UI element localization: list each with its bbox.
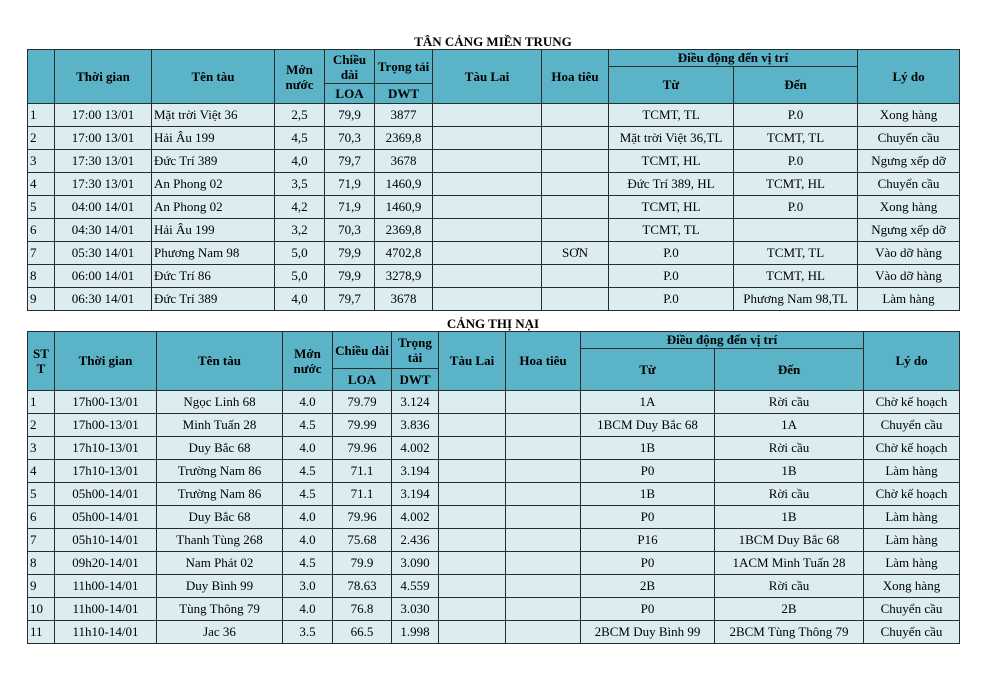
tug-cell — [439, 598, 506, 621]
to-cell: 1B — [715, 460, 864, 483]
time-cell: 05h10-14/01 — [55, 529, 157, 552]
draft-cell: 5,0 — [275, 242, 325, 265]
stt-cell: 1 — [28, 391, 55, 414]
header-pilot: Hoa tiêu — [506, 332, 581, 391]
time-cell: 05:30 14/01 — [55, 242, 152, 265]
tonnage-cell: 3.194 — [392, 460, 439, 483]
draft-cell: 3.5 — [283, 621, 333, 644]
table-row — [28, 104, 960, 127]
time-cell: 17h00-13/01 — [55, 414, 157, 437]
from-cell: TCMT, HL — [609, 196, 734, 219]
table-row — [28, 437, 960, 460]
ship-name-cell: Thanh Tùng 268 — [157, 529, 283, 552]
tonnage-cell: 3278,9 — [375, 265, 433, 288]
length-cell: 79,7 — [325, 150, 375, 173]
header-ship-name: Tên tàu — [157, 332, 283, 391]
pilot-cell — [506, 391, 581, 414]
section-title-tan-cang: TÂN CẢNG MIỀN TRUNG — [414, 34, 572, 49]
draft-cell: 4,0 — [275, 150, 325, 173]
header-tug: Tàu Lai — [439, 332, 506, 391]
from-cell: TCMT, TL — [609, 219, 734, 242]
length-cell: 70,3 — [325, 219, 375, 242]
length-cell: 79,9 — [325, 104, 375, 127]
draft-cell: 4.0 — [283, 598, 333, 621]
header-length: Chiều dài — [333, 332, 392, 369]
time-cell: 17:30 13/01 — [55, 150, 152, 173]
table-row — [28, 483, 960, 506]
tonnage-cell: 1.998 — [392, 621, 439, 644]
header-time: Thời gian — [55, 332, 157, 391]
pilot-cell — [506, 621, 581, 644]
tug-cell — [433, 127, 542, 150]
time-cell: 17:00 13/01 — [55, 104, 152, 127]
reason-cell: Chuyển cầu — [864, 598, 960, 621]
to-cell: Rời cầu — [715, 391, 864, 414]
draft-cell: 4,2 — [275, 196, 325, 219]
tonnage-cell: 1460,9 — [375, 173, 433, 196]
from-cell: P16 — [581, 529, 715, 552]
to-cell: 1B — [715, 506, 864, 529]
table-row — [28, 506, 960, 529]
length-cell: 66.5 — [333, 621, 392, 644]
reason-cell: Làm hàng — [864, 506, 960, 529]
to-cell: 1ACM Minh Tuấn 28 — [715, 552, 864, 575]
section-title-thi-nai: CẢNG THỊ NẠI — [446, 316, 540, 331]
ship-name-cell: Phương Nam 98 — [152, 242, 275, 265]
header-length: Chiều dài — [325, 50, 375, 84]
ship-name-cell: Mặt trời Việt 36 — [152, 104, 275, 127]
pilot-cell — [506, 552, 581, 575]
tonnage-cell: 3678 — [375, 288, 433, 311]
time-cell: 06:30 14/01 — [55, 288, 152, 311]
header-pilot: Hoa tiêu — [542, 50, 609, 104]
reason-cell: Chờ kế hoạch — [864, 391, 960, 414]
draft-cell: 4,0 — [275, 288, 325, 311]
header-to: Đến — [734, 67, 858, 104]
tug-cell — [439, 529, 506, 552]
stt-cell: 3 — [28, 150, 55, 173]
stt-cell: 9 — [28, 288, 55, 311]
table-row — [28, 150, 960, 173]
pilot-cell — [506, 437, 581, 460]
length-cell: 78.63 — [333, 575, 392, 598]
time-cell: 06:00 14/01 — [55, 265, 152, 288]
tug-cell — [433, 242, 542, 265]
reason-cell: Làm hàng — [864, 460, 960, 483]
table-row — [28, 460, 960, 483]
time-cell: 17h00-13/01 — [55, 391, 157, 414]
reason-cell: Vào dỡ hàng — [858, 242, 960, 265]
thi-nai-rows — [28, 391, 960, 644]
header-time: Thời gian — [55, 50, 152, 104]
reason-cell: Làm hàng — [864, 552, 960, 575]
reason-cell: Chuyển cầu — [864, 414, 960, 437]
pilot-cell — [506, 483, 581, 506]
tan-cang-table — [27, 49, 960, 311]
time-cell: 09h20-14/01 — [55, 552, 157, 575]
table-row — [28, 414, 960, 437]
tonnage-cell: 1460,9 — [375, 196, 433, 219]
to-cell: Phương Nam 98,TL — [734, 288, 858, 311]
tug-cell — [439, 437, 506, 460]
table-row — [28, 598, 960, 621]
stt-cell: 2 — [28, 414, 55, 437]
table-row — [28, 265, 960, 288]
draft-cell: 4.5 — [283, 460, 333, 483]
table-row — [28, 219, 960, 242]
draft-cell: 4.5 — [283, 552, 333, 575]
tonnage-cell: 3.030 — [392, 598, 439, 621]
stt-cell: 4 — [28, 460, 55, 483]
reason-cell: Làm hàng — [858, 288, 960, 311]
draft-cell: 3.0 — [283, 575, 333, 598]
header-length-unit: LOA — [333, 369, 392, 391]
table-row — [28, 621, 960, 644]
pilot-cell — [542, 196, 609, 219]
stt-cell: 7 — [28, 242, 55, 265]
header-to: Đến — [715, 349, 864, 391]
pilot-cell — [542, 265, 609, 288]
tonnage-cell: 2369,8 — [375, 219, 433, 242]
header-draft: Mớn nước — [275, 50, 325, 104]
to-cell: P.0 — [734, 104, 858, 127]
reason-cell: Chuyển cầu — [858, 127, 960, 150]
time-cell: 04:00 14/01 — [55, 196, 152, 219]
from-cell: P0 — [581, 506, 715, 529]
tug-cell — [439, 460, 506, 483]
ship-name-cell: Minh Tuấn 28 — [157, 414, 283, 437]
table-row — [28, 391, 960, 414]
ship-name-cell: Trường Nam 86 — [157, 483, 283, 506]
ship-name-cell: Đức Trí 86 — [152, 265, 275, 288]
header-from: Từ — [581, 349, 715, 391]
length-cell: 79,9 — [325, 265, 375, 288]
table-row — [28, 552, 960, 575]
from-cell: 2B — [581, 575, 715, 598]
pilot-cell — [506, 460, 581, 483]
reason-cell: Chờ kế hoạch — [864, 437, 960, 460]
pilot-cell — [506, 598, 581, 621]
pilot-cell — [542, 150, 609, 173]
pilot-cell — [542, 219, 609, 242]
tonnage-cell: 3877 — [375, 104, 433, 127]
length-cell: 71.1 — [333, 460, 392, 483]
tonnage-cell: 3.194 — [392, 483, 439, 506]
to-cell: TCMT, HL — [734, 173, 858, 196]
length-cell: 79.9 — [333, 552, 392, 575]
header-draft: Mớn nước — [283, 332, 333, 391]
from-cell: 1B — [581, 483, 715, 506]
time-cell: 05h00-14/01 — [55, 483, 157, 506]
draft-cell: 4.5 — [283, 414, 333, 437]
tonnage-cell: 3.836 — [392, 414, 439, 437]
stt-cell: 4 — [28, 173, 55, 196]
length-cell: 75.68 — [333, 529, 392, 552]
ship-name-cell: Duy Bắc 68 — [157, 506, 283, 529]
pilot-cell — [542, 104, 609, 127]
length-cell: 71,9 — [325, 173, 375, 196]
ship-name-cell: Trường Nam 86 — [157, 460, 283, 483]
pilot-cell — [506, 529, 581, 552]
pilot-cell — [542, 173, 609, 196]
table-row — [28, 242, 960, 265]
length-cell: 71,9 — [325, 196, 375, 219]
ship-name-cell: Hải Âu 199 — [152, 219, 275, 242]
time-cell: 04:30 14/01 — [55, 219, 152, 242]
tonnage-cell: 4.002 — [392, 437, 439, 460]
from-cell: 2BCM Duy Bình 99 — [581, 621, 715, 644]
tonnage-cell: 3.090 — [392, 552, 439, 575]
header-stt — [28, 50, 55, 104]
table-row — [28, 529, 960, 552]
table-row — [28, 196, 960, 219]
from-cell: 1A — [581, 391, 715, 414]
from-cell: 1B — [581, 437, 715, 460]
tonnage-cell: 2.436 — [392, 529, 439, 552]
to-cell: Rời cầu — [715, 437, 864, 460]
draft-cell: 4.0 — [283, 437, 333, 460]
ship-name-cell: Hải Âu 199 — [152, 127, 275, 150]
stt-cell: 6 — [28, 219, 55, 242]
header-ship-name: Tên tàu — [152, 50, 275, 104]
tug-cell — [439, 414, 506, 437]
reason-cell: Ngưng xếp dỡ — [858, 150, 960, 173]
from-cell: P.0 — [609, 242, 734, 265]
length-cell: 79,7 — [325, 288, 375, 311]
reason-cell: Làm hàng — [864, 529, 960, 552]
table-row — [28, 173, 960, 196]
draft-cell: 3,2 — [275, 219, 325, 242]
draft-cell: 4.0 — [283, 529, 333, 552]
reason-cell: Chờ kế hoạch — [864, 483, 960, 506]
reason-cell: Xong hàng — [858, 196, 960, 219]
to-cell — [734, 219, 858, 242]
reason-cell: Vào dỡ hàng — [858, 265, 960, 288]
pilot-cell — [506, 575, 581, 598]
ship-name-cell: An Phong 02 — [152, 173, 275, 196]
ship-name-cell: Duy Bình 99 — [157, 575, 283, 598]
to-cell: 2B — [715, 598, 864, 621]
stt-cell: 8 — [28, 265, 55, 288]
tan-cang-rows — [28, 104, 960, 311]
to-cell: 1BCM Duy Bắc 68 — [715, 529, 864, 552]
length-cell: 79.79 — [333, 391, 392, 414]
header-stt: STT — [28, 332, 55, 391]
to-cell: 1A — [715, 414, 864, 437]
time-cell: 11h00-14/01 — [55, 598, 157, 621]
length-cell: 76.8 — [333, 598, 392, 621]
stt-cell: 8 — [28, 552, 55, 575]
to-cell: 2BCM Tùng Thông 79 — [715, 621, 864, 644]
to-cell: Rời cầu — [715, 483, 864, 506]
to-cell: TCMT, HL — [734, 265, 858, 288]
to-cell: P.0 — [734, 196, 858, 219]
time-cell: 17h10-13/01 — [55, 437, 157, 460]
draft-cell: 2,5 — [275, 104, 325, 127]
tug-cell — [433, 150, 542, 173]
stt-cell: 1 — [28, 104, 55, 127]
to-cell: Rời cầu — [715, 575, 864, 598]
ship-name-cell: Duy Bắc 68 — [157, 437, 283, 460]
to-cell: TCMT, TL — [734, 127, 858, 150]
time-cell: 17h10-13/01 — [55, 460, 157, 483]
header-move-group: Điều động đến vị trí — [609, 50, 858, 67]
time-cell: 05h00-14/01 — [55, 506, 157, 529]
from-cell: P0 — [581, 460, 715, 483]
header-length-unit: LOA — [325, 84, 375, 104]
tug-cell — [439, 483, 506, 506]
stt-cell: 6 — [28, 506, 55, 529]
ship-name-cell: Jac 36 — [157, 621, 283, 644]
tonnage-cell: 4.559 — [392, 575, 439, 598]
from-cell: Mặt trời Việt 36,TL — [609, 127, 734, 150]
table-row — [28, 288, 960, 311]
stt-cell: 10 — [28, 598, 55, 621]
pilot-cell — [542, 127, 609, 150]
length-cell: 71.1 — [333, 483, 392, 506]
tonnage-cell: 3.124 — [392, 391, 439, 414]
tonnage-cell: 2369,8 — [375, 127, 433, 150]
draft-cell: 5,0 — [275, 265, 325, 288]
stt-cell: 9 — [28, 575, 55, 598]
ship-name-cell: Nam Phát 02 — [157, 552, 283, 575]
length-cell: 79.96 — [333, 437, 392, 460]
header-reason: Lý do — [864, 332, 960, 391]
reason-cell: Xong hàng — [858, 104, 960, 127]
header-tonnage-unit: DWT — [375, 84, 433, 104]
header-from: Từ — [609, 67, 734, 104]
from-cell: 1BCM Duy Bắc 68 — [581, 414, 715, 437]
length-cell: 79.99 — [333, 414, 392, 437]
stt-cell: 2 — [28, 127, 55, 150]
thi-nai-table — [27, 331, 960, 644]
header-tonnage: Trọng tải — [392, 332, 439, 369]
length-cell: 79,9 — [325, 242, 375, 265]
draft-cell: 3,5 — [275, 173, 325, 196]
to-cell: P.0 — [734, 150, 858, 173]
tug-cell — [433, 196, 542, 219]
tonnage-cell: 4.002 — [392, 506, 439, 529]
stt-cell: 5 — [28, 483, 55, 506]
tug-cell — [433, 173, 542, 196]
ship-name-cell: An Phong 02 — [152, 196, 275, 219]
time-cell: 11h00-14/01 — [55, 575, 157, 598]
pilot-cell — [506, 506, 581, 529]
table-row — [28, 127, 960, 150]
tonnage-cell: 4702,8 — [375, 242, 433, 265]
time-cell: 11h10-14/01 — [55, 621, 157, 644]
stt-cell: 5 — [28, 196, 55, 219]
ship-name-cell: Ngọc Linh 68 — [157, 391, 283, 414]
tug-cell — [439, 552, 506, 575]
header-move-group: Điều động đến vị trí — [581, 332, 864, 349]
header-tug: Tàu Lai — [433, 50, 542, 104]
draft-cell: 4,5 — [275, 127, 325, 150]
pilot-cell — [542, 288, 609, 311]
stt-cell: 11 — [28, 621, 55, 644]
tug-cell — [439, 506, 506, 529]
length-cell: 70,3 — [325, 127, 375, 150]
draft-cell: 4.0 — [283, 391, 333, 414]
tug-cell — [439, 621, 506, 644]
tug-cell — [433, 104, 542, 127]
tug-cell — [439, 391, 506, 414]
ship-name-cell: Đức Trí 389 — [152, 150, 275, 173]
tug-cell — [439, 575, 506, 598]
time-cell: 17:00 13/01 — [55, 127, 152, 150]
pilot-cell: SƠN — [542, 242, 609, 265]
table-row — [28, 575, 960, 598]
to-cell: TCMT, TL — [734, 242, 858, 265]
length-cell: 79.96 — [333, 506, 392, 529]
stt-cell: 7 — [28, 529, 55, 552]
from-cell: TCMT, HL — [609, 150, 734, 173]
reason-cell: Ngưng xếp dỡ — [858, 219, 960, 242]
draft-cell: 4.0 — [283, 506, 333, 529]
tug-cell — [433, 288, 542, 311]
header-reason: Lý do — [858, 50, 960, 104]
reason-cell: Chuyển cầu — [864, 621, 960, 644]
from-cell: P0 — [581, 552, 715, 575]
tug-cell — [433, 219, 542, 242]
from-cell: Đức Trí 389, HL — [609, 173, 734, 196]
ship-name-cell: Đức Trí 389 — [152, 288, 275, 311]
header-tonnage-unit: DWT — [392, 369, 439, 391]
tonnage-cell: 3678 — [375, 150, 433, 173]
from-cell: P.0 — [609, 265, 734, 288]
header-tonnage: Trọng tải — [375, 50, 433, 84]
from-cell: P0 — [581, 598, 715, 621]
from-cell: TCMT, TL — [609, 104, 734, 127]
from-cell: P.0 — [609, 288, 734, 311]
draft-cell: 4.5 — [283, 483, 333, 506]
reason-cell: Xong hàng — [864, 575, 960, 598]
tug-cell — [433, 265, 542, 288]
ship-name-cell: Tùng Thông 79 — [157, 598, 283, 621]
pilot-cell — [506, 414, 581, 437]
stt-cell: 3 — [28, 437, 55, 460]
time-cell: 17:30 13/01 — [55, 173, 152, 196]
reason-cell: Chuyển cầu — [858, 173, 960, 196]
